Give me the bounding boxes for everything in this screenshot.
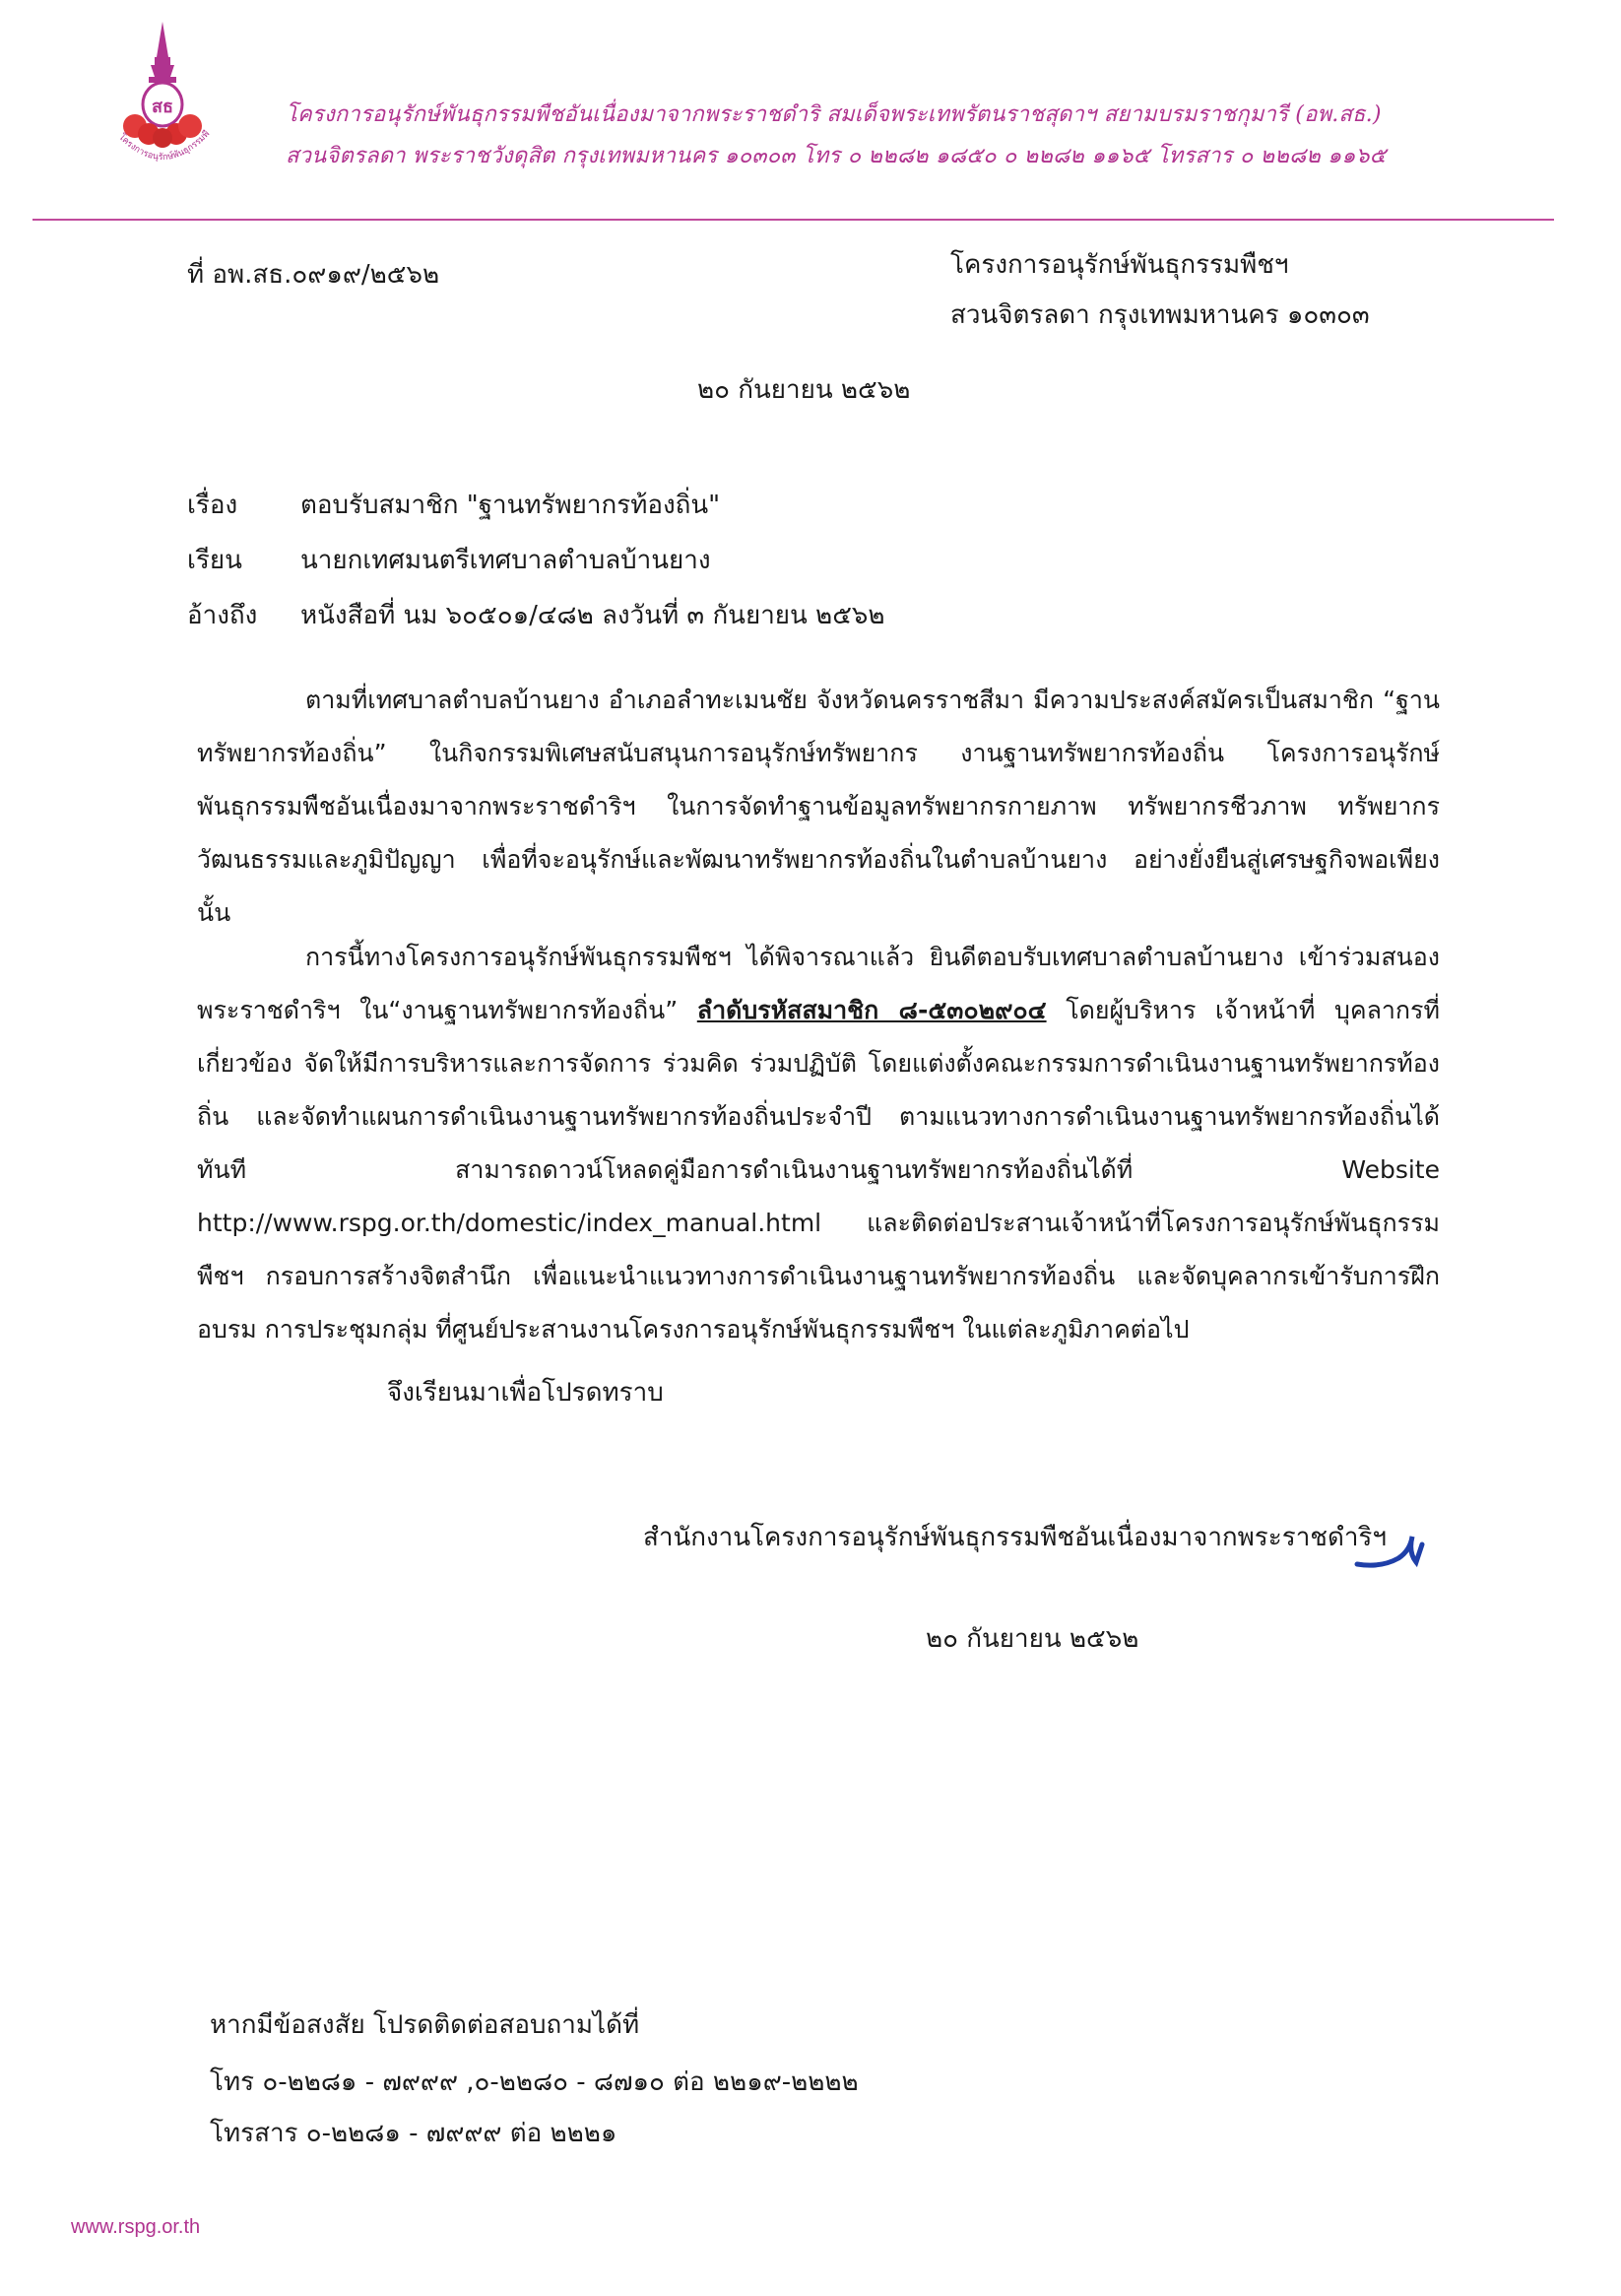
body-paragraph-1-text: ตามที่เทศบาลตำบลบ้านยาง อำเภอลำทะเมนชัย จังหวัดนครราชสีมา มีความประสงค์สมัครเป็นสมาชิก “ฐานทรัพยากรท้องถิ่น” ในกิจกรรมพิเศษสนับสนุนการอนุรักษ์ทรัพยากร งานฐานทรัพยากรท้องถิ่น โครงการอนุรักษ์พันธุกรรมพืชอันเนื่องมาจากพระราชดำริฯ ในการจัดทำฐานข้อมูลทรัพยากรกายภาพ ทรัพยากรชีวภาพ ทรัพยากรวัฒนธรรมและภูมิปัญญา เพื่อที่จะอนุรักษ์และพัฒนาทรัพยากรท้องถิ่นในตำบลบ้านยาง อย่างยั่งยืนสู่เศรษฐกิจพอเพียง นั้น: [197, 686, 1440, 927]
reference-number: ที่ อพ.สธ.๐๙๑๙/๒๕๖๒: [187, 260, 440, 290]
closing-line: จึงเรียนมาเพื่อโปรดทราบ: [387, 1378, 664, 1408]
recipient-label: เรียน: [187, 546, 242, 575]
body-paragraph-2-start: การนี้ทางโครงการอนุรักษ์พันธุกรรมพืชฯ ได้พิจารณาแล้ว ยินดีตอบรับเทศบาลตำบลบ้านยาง เข้าร่วมสนองพระราชดำริฯ ใน“งานฐานทรัพยากรท้องถิ่น”: [197, 943, 1440, 1024]
letterhead-divider: [32, 219, 1554, 221]
letterhead-line-2: สวนจิตรลดา พระราชวังดุสิต กรุงเทพมหานคร ๑๐๓๐๓ โทร ๐ ๒๒๘๒ ๑๘๕๐ ๐ ๒๒๘๒ ๑๑๖๕ โทรสาร ๐ ๒๒๘๒ ๑๑๖๕: [286, 144, 1387, 168]
footer-website-link[interactable]: www.rspg.or.th: [71, 2216, 201, 2238]
letter-date: ๒๐ กันยายน ๒๕๖๒: [697, 375, 911, 405]
body-paragraph-2-end: โดยผู้บริหาร เจ้าหน้าที่ บุคลากรที่เกี่ยวข้อง จัดให้มีการบริหารและการจัดการ ร่วมคิด ร่วมปฏิบัติ โดยแต่งตั้งคณะกรรมการดำเนินงานฐานทรัพยากรท้องถิ่น และจัดทำแผนการดำเนินงานฐานทรัพยากรท้องถิ่นประจำปี ตามแนวทางการดำเนินงานฐานทรัพยากรท้องถิ่นได้ทันที สามารถดาวน์โหลดคู่มือการดำเนินงานฐานทรัพยากรท้องถิ่นได้ที่ Website http://www.rspg.or.th/domestic/index_manual.html และติดต่อประสานเจ้าหน้าที่โครงการอนุรักษ์พันธุกรรมพืชฯ กรอบการสร้างจิตสำนึก เพื่อแนะนำแนวทางการดำเนินงานฐานทรัพยากรท้องถิ่น และจัดบุคลากรเข้ารับการฝึกอบรม การประชุมกลุ่ม ที่ศูนย์ประสานงานโครงการอนุรักษ์พันธุกรรมพืชฯ ในแต่ละภูมิภาคต่อไป: [197, 996, 1440, 1344]
reference-text: หนังสือที่ นม ๖๐๕๐๑/๔๘๒ ลงวันที่ ๓ กันยายน ๒๕๖๒: [300, 601, 885, 630]
svg-text:สธ: สธ: [152, 97, 173, 117]
recipient-text: นายกเทศมนตรีเทศบาลตำบลบ้านยาง: [300, 546, 711, 575]
contact-phone: โทร ๐-๒๒๘๑ - ๗๙๙๙ ,๐-๒๒๘๐ - ๘๗๑๐ ต่อ ๒๒๑๙-๒๒๒๒: [210, 2067, 859, 2097]
body-paragraph-2: [197, 931, 1440, 1356]
sender-name: โครงการอนุรักษ์พันธุกรรมพืชฯ: [950, 250, 1289, 280]
contact-fax: โทรสาร ๐-๒๒๘๑ - ๗๙๙๙ ต่อ ๒๒๒๑: [210, 2119, 617, 2148]
body-paragraph-1: [197, 674, 1440, 940]
member-code: ลำดับรหัสสมาชิก ๘-๕๓๐๒๙๐๔: [696, 996, 1047, 1024]
contact-heading: หากมีข้อสงสัย โปรดติดต่อสอบถามได้ที่: [210, 2010, 640, 2040]
signature-date: ๒๐ กันยายน ๒๕๖๒: [926, 1624, 1139, 1654]
issuing-office: สำนักงานโครงการอนุรักษ์พันธุกรรมพืชอันเนื่องมาจากพระราชดำริฯ: [643, 1523, 1387, 1552]
sender-address: สวนจิตรลดา กรุงเทพมหานคร ๑๐๓๐๓: [950, 300, 1370, 330]
reference-label: อ้างถึง: [187, 601, 258, 630]
letterhead-line-1: โครงการอนุรักษ์พันธุกรรมพืชอันเนื่องมาจากพระราชดำริ สมเด็จพระเทพรัตนราชสุดาฯ สยามบรมราชกุมารี (อพ.สธ.): [286, 102, 1382, 127]
subject-text: ตอบรับสมาชิก "ฐานทรัพยากรท้องถิ่น": [300, 491, 721, 520]
subject-label: เรื่อง: [187, 491, 238, 520]
rspg-logo: [94, 18, 231, 175]
signature-mark: [1351, 1507, 1430, 1586]
svg-text:โครงการอนุรักษ์พันธุกรรมพืช: โครงการอนุรักษ์พันธุกรรมพื: [116, 129, 213, 164]
